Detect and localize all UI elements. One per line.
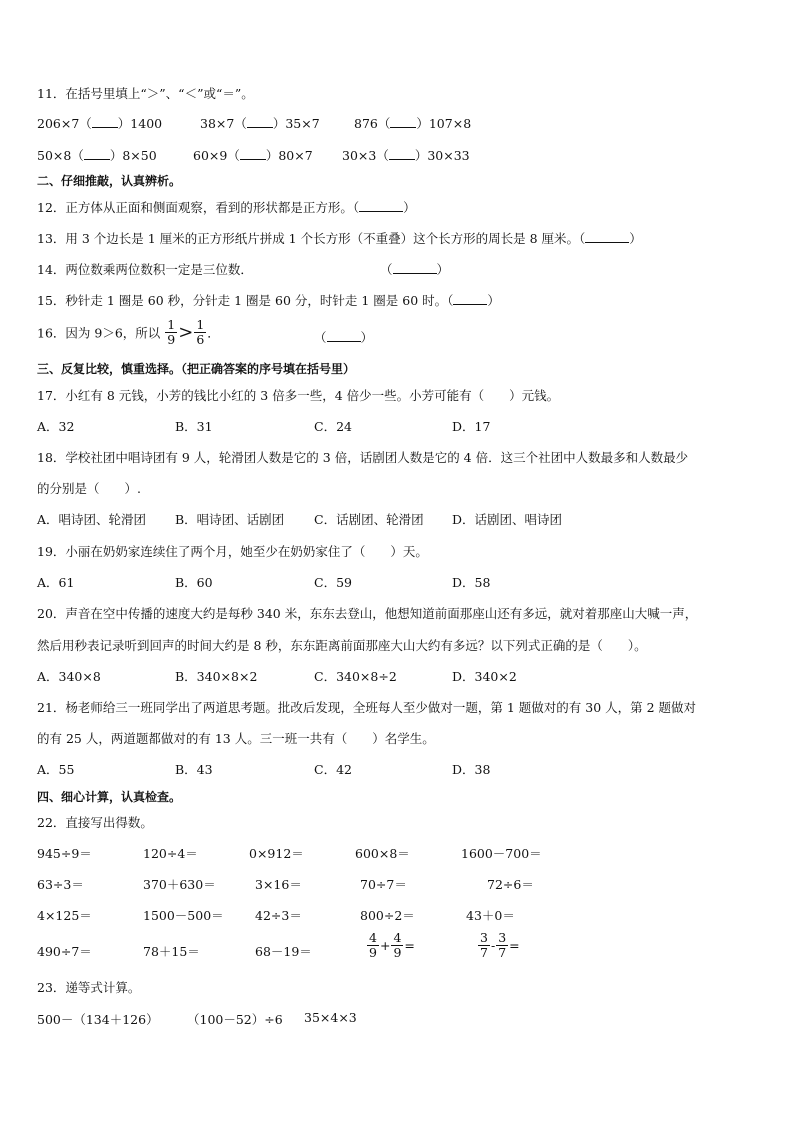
- calc-item: 800÷2＝: [360, 908, 415, 923]
- q11-item: 30×3（ ）30×33: [342, 148, 470, 163]
- q11-item: 206×7（ ）1400: [37, 116, 163, 131]
- answer-blank[interactable]: [390, 115, 416, 128]
- q21-line2: 的有 25 人，两道题都做对的有 13 人。三一班一共有（ ）名学生。: [37, 731, 435, 746]
- q18-line2: 的分别是（ ）.: [37, 481, 141, 496]
- answer-blank[interactable]: [585, 230, 629, 243]
- calc-item: 490÷7＝: [37, 944, 92, 959]
- option-b[interactable]: B．31: [175, 419, 213, 434]
- option-b[interactable]: B．唱诗团、话剧团: [175, 512, 285, 527]
- q13: 13．用 3 个边长是 1 厘米的正方形纸片拼成 1 个长方形（不重叠）这个长方形的周长是 8 厘米。（ ）: [37, 231, 642, 246]
- calc-fraction-subtract: $\frac{3}{7}$ - $\frac{3}{7}$ =: [480, 930, 520, 960]
- answer-blank[interactable]: [389, 147, 415, 160]
- fraction: $\frac{4}{9}$: [369, 930, 377, 960]
- calc-item: 945÷9＝: [37, 846, 92, 861]
- option-c[interactable]: C．话剧团、轮滑团: [314, 512, 424, 527]
- option-c[interactable]: C．42: [314, 762, 352, 777]
- fraction: $\frac{3}{7}$: [480, 930, 488, 960]
- q22-row1: [37, 844, 764, 862]
- q18-line1: 18．学校社团中唱诗团有 9 人，轮滑团人数是它的 3 倍，话剧团人数是它的 4 倍．这三个社团中人数最多和人数最少: [37, 450, 689, 465]
- calc-item: 78＋15＝: [143, 944, 200, 959]
- q14-answer: （ ）: [380, 262, 450, 277]
- option-d[interactable]: D．58: [452, 575, 491, 590]
- q22-title: 22．直接写出得数。: [37, 815, 153, 830]
- q20-line2: 然后用秒表记录听到回声的时间大约是 8 秒，东东距离前面那座大山大约有多远？以下列式正确的是（ ）。: [37, 638, 647, 653]
- answer-blank[interactable]: [453, 292, 487, 305]
- answer-blank[interactable]: [327, 329, 361, 342]
- calc-item: 63÷3＝: [37, 877, 84, 892]
- fraction: $\frac{1}{6}$: [196, 317, 205, 347]
- calc-item: 1500－500＝: [143, 908, 224, 923]
- option-a[interactable]: A．61: [37, 575, 75, 590]
- option-a[interactable]: A．唱诗团、轮滑团: [37, 512, 147, 527]
- calc-item: 1600－700＝: [461, 846, 542, 861]
- q17-options: [37, 417, 764, 435]
- calc-item: 500－（134＋126）: [37, 1012, 159, 1027]
- fraction: $\frac{3}{7}$: [498, 930, 507, 960]
- option-c[interactable]: C．340×8÷2: [314, 669, 397, 684]
- fraction: $\frac{1}{9}$: [167, 317, 176, 347]
- calc-item: 370＋630＝: [143, 877, 216, 892]
- answer-blank[interactable]: [359, 199, 403, 212]
- q22-row2: [37, 875, 764, 893]
- option-b[interactable]: B．340×8×2: [175, 669, 258, 684]
- option-d[interactable]: D．17: [452, 419, 491, 434]
- fraction: $\frac{4}{9}$: [393, 930, 402, 960]
- calc-item: 0×912＝: [249, 846, 304, 861]
- calc-item: 3×16＝: [255, 877, 302, 892]
- answer-blank[interactable]: [92, 115, 118, 128]
- q18-options: [37, 510, 764, 528]
- q11-item: 38×7（ ）35×7: [200, 116, 320, 131]
- option-b[interactable]: B．60: [175, 575, 213, 590]
- section-heading-2: 二、仔细推敲，认真辨析。: [37, 174, 182, 188]
- q15: 15．秒针走 1 圈是 60 秒，分针走 1 圈是 60 分，时针走 1 圈是 60 时。（ ）: [37, 293, 500, 308]
- calc-item: 35×4×3: [304, 1010, 357, 1025]
- calc-item: 68－19＝: [255, 944, 312, 959]
- option-d[interactable]: D．话剧团、唱诗团: [452, 512, 563, 527]
- answer-blank[interactable]: [84, 147, 110, 160]
- q11-title: 11．在括号里填上“＞”、“＜”或“＝”。: [37, 86, 254, 101]
- q11-item: 876（ ）107×8: [354, 116, 472, 131]
- option-a[interactable]: A．55: [37, 762, 75, 777]
- q23-items: [37, 1010, 764, 1028]
- q11-item: 60×9（ ）80×7: [193, 148, 313, 163]
- q20-options: [37, 667, 764, 685]
- q11-item: 50×8（ ）8×50: [37, 148, 157, 163]
- q22-row3: [37, 906, 764, 924]
- q14: 14．两位数乘两位数积一定是三位数．: [37, 262, 253, 277]
- q19: 19．小丽在奶奶家连续住了两个月，她至少在奶奶家住了（ ）天。: [37, 544, 428, 559]
- answer-blank[interactable]: [240, 147, 266, 160]
- q16-answer: （ ）: [314, 330, 374, 345]
- q12: 12．正方体从正面和侧面观察，看到的形状都是正方形。（ ）: [37, 200, 416, 215]
- option-c[interactable]: C．24: [314, 419, 352, 434]
- option-a[interactable]: A．32: [37, 419, 75, 434]
- q21-line1: 21．杨老师给三一班同学出了两道思考题。批改后发现，全班每人至少做对一题，第 1 题做对的有 30 人，第 2 题做对: [37, 700, 697, 715]
- q23-title: 23．递等式计算。: [37, 980, 141, 995]
- q16: 16．因为 9＞6，所以 $\frac{1}{9}$ > $\frac{1}{6}$ ．: [37, 317, 220, 347]
- calc-item: 600×8＝: [355, 846, 410, 861]
- q11-row1: [37, 114, 764, 132]
- answer-blank[interactable]: [247, 115, 273, 128]
- calc-item: 43＋0＝: [466, 908, 515, 923]
- option-a[interactable]: A．340×8: [37, 669, 101, 684]
- option-d[interactable]: D．38: [452, 762, 491, 777]
- option-c[interactable]: C．59: [314, 575, 352, 590]
- calc-fraction-add: $\frac{4}{9}$ + $\frac{4}{9}$ =: [369, 930, 415, 960]
- q20-line1: 20．声音在空中传播的速度大约是每秒 340 米，东东去登山，他想知道前面那座山还有多远，就对着那座山大喊一声，: [37, 606, 698, 621]
- option-b[interactable]: B．43: [175, 762, 213, 777]
- calc-item: （100－52）÷6: [187, 1012, 283, 1027]
- calc-item: 120÷4＝: [143, 846, 198, 861]
- answer-blank[interactable]: [393, 261, 437, 274]
- q11-row2: [37, 146, 764, 164]
- q17: 17．小红有 8 元钱，小芳的钱比小红的 3 倍多一些，4 倍少一些。小芳可能有（ ）元钱。: [37, 388, 560, 403]
- option-d[interactable]: D．340×2: [452, 669, 517, 684]
- section-heading-3: 三、反复比较，慎重选择。（把正确答案的序号填在括号里）: [37, 362, 356, 376]
- q22-row4: [37, 930, 764, 975]
- q21-options: [37, 760, 764, 778]
- calc-item: 4×125＝: [37, 908, 92, 923]
- q19-options: [37, 573, 764, 591]
- calc-item: 72÷6＝: [487, 877, 534, 892]
- section-heading-4: 四、细心计算，认真检查。: [37, 790, 182, 804]
- calc-item: 42÷3＝: [255, 908, 302, 923]
- calc-item: 70÷7＝: [360, 877, 407, 892]
